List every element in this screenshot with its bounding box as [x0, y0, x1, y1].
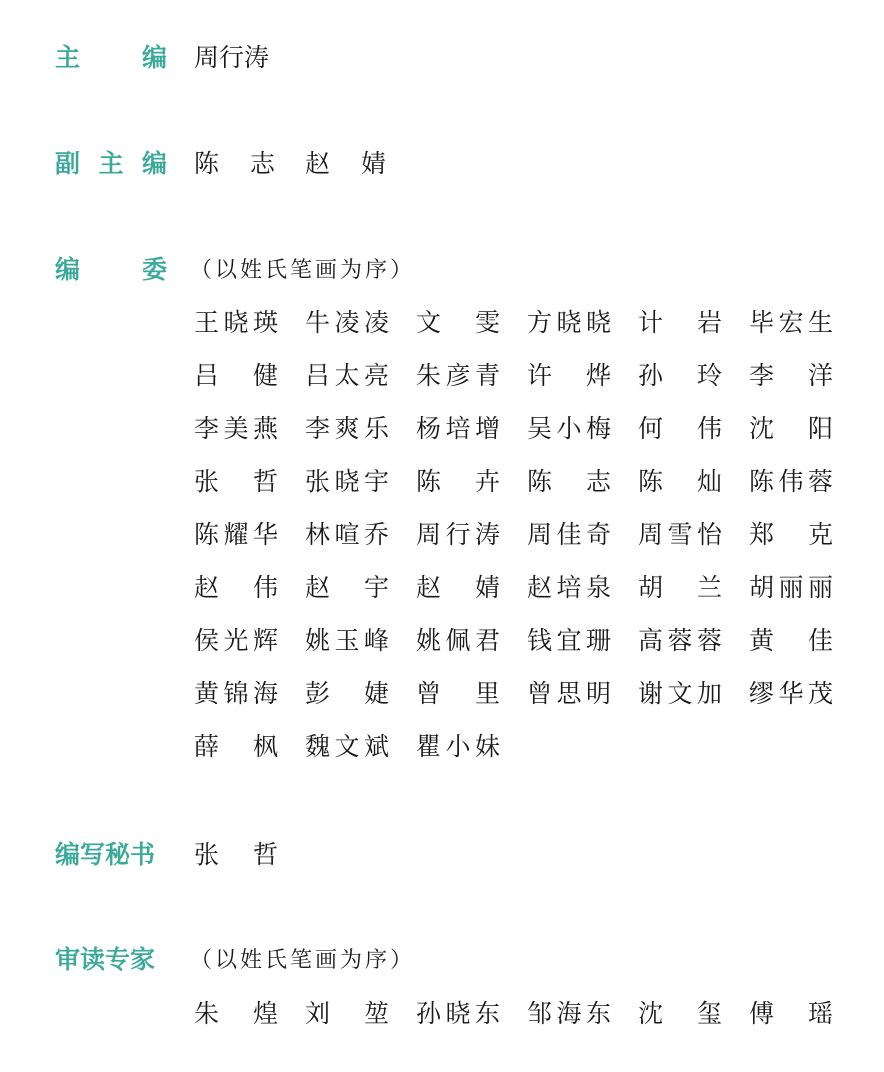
editorial-board-label — [55, 248, 167, 288]
name-char: 晓 — [556, 308, 582, 337]
label-char: 副 — [55, 149, 81, 178]
name-char: 张 — [194, 840, 220, 869]
name-char: 文 — [416, 308, 442, 337]
person-name — [194, 407, 278, 447]
name-char: 张 — [305, 467, 331, 496]
deputy-editor-label — [55, 142, 167, 182]
name-char: 周 — [638, 520, 664, 549]
name-char: 姚 — [305, 626, 331, 655]
name-char: 小 — [445, 732, 471, 761]
name-char: 加 — [696, 679, 722, 708]
name-char: 克 — [807, 520, 833, 549]
name-char: 何 — [638, 414, 664, 443]
name-char: 瑛 — [252, 308, 278, 337]
name-char: 蓉 — [696, 626, 722, 655]
person-name — [305, 513, 389, 553]
person-name — [416, 301, 500, 341]
name-char: 陈 — [194, 520, 220, 549]
person-name — [527, 354, 611, 394]
name-char: 孙 — [416, 999, 442, 1028]
chief-editor-label — [55, 36, 167, 76]
name-char: 东 — [585, 999, 611, 1028]
editorial-board-name-row — [194, 619, 834, 659]
name-char: 玉 — [334, 626, 360, 655]
editorial-board-name-row — [194, 460, 834, 500]
name-char: 怡 — [696, 520, 722, 549]
person-name — [527, 992, 611, 1032]
name-char: 增 — [474, 414, 500, 443]
editorial-board-row — [0, 248, 884, 288]
name-char: 辉 — [252, 626, 278, 655]
label-char: 编 — [141, 43, 167, 72]
person-name — [527, 301, 611, 341]
person-name — [749, 992, 833, 1032]
name-char: 牛 — [305, 308, 331, 337]
person-name — [416, 513, 500, 553]
person-name — [416, 672, 500, 712]
name-char: 周 — [416, 520, 442, 549]
name-char: 华 — [252, 520, 278, 549]
name-char: 佳 — [556, 520, 582, 549]
name-char: 李 — [305, 414, 331, 443]
name-char: 哲 — [252, 467, 278, 496]
name-char: 亮 — [363, 361, 389, 390]
name-char: 岩 — [696, 308, 722, 337]
person-name — [416, 354, 500, 394]
person-name — [749, 301, 833, 341]
person-name — [305, 301, 389, 341]
name-char: 蓉 — [667, 626, 693, 655]
name-char: 晓 — [223, 308, 249, 337]
person-name — [305, 566, 389, 606]
name-char: 陈 — [638, 467, 664, 496]
person-name — [194, 301, 278, 341]
name-char: 培 — [445, 414, 471, 443]
name-char: 张 — [194, 467, 220, 496]
name-char: 魏 — [305, 732, 331, 761]
person-name — [638, 407, 722, 447]
name-char: 凌 — [334, 308, 360, 337]
person-name — [194, 354, 278, 394]
secretary-row-names — [194, 833, 834, 873]
name-char: 里 — [474, 679, 500, 708]
name-char: 邹 — [527, 999, 553, 1028]
name-char: 华 — [778, 679, 804, 708]
name-char: 思 — [556, 679, 582, 708]
deputy-editor-name: 志 — [250, 149, 276, 178]
person-name — [305, 672, 389, 712]
name-char: 文 — [667, 679, 693, 708]
person-name — [749, 619, 833, 659]
name-char: 兰 — [696, 573, 722, 602]
name-char: 雪 — [667, 520, 693, 549]
name-char: 吕 — [194, 361, 220, 390]
person-name — [416, 992, 500, 1032]
editorial-board-name-row — [194, 301, 834, 341]
reviewers-label: 审读专家 — [55, 945, 156, 974]
name-char: 玺 — [696, 999, 722, 1028]
name-char: 陈 — [527, 467, 553, 496]
editorial-board-name-row — [194, 513, 834, 553]
editorial-board-name-row — [194, 566, 834, 606]
person-name — [749, 354, 833, 394]
name-char: 堃 — [363, 999, 389, 1028]
name-char: 刘 — [305, 999, 331, 1028]
name-char: 傅 — [749, 999, 775, 1028]
name-char: 高 — [638, 626, 664, 655]
name-char: 爽 — [334, 414, 360, 443]
label-char: 委 — [141, 255, 167, 284]
name-char: 毕 — [749, 308, 775, 337]
name-char: 烨 — [585, 361, 611, 390]
person-name — [416, 407, 500, 447]
name-char: 灿 — [696, 467, 722, 496]
name-char: 黄 — [194, 679, 220, 708]
name-char: 东 — [474, 999, 500, 1028]
editorial-board-name-row — [194, 354, 834, 394]
name-char: 晓 — [585, 308, 611, 337]
name-char: 生 — [807, 308, 833, 337]
name-char: 海 — [556, 999, 582, 1028]
person-name — [305, 992, 389, 1032]
person-name — [527, 566, 611, 606]
name-char: 陈 — [416, 467, 442, 496]
name-char: 李 — [194, 414, 220, 443]
secretary-name — [194, 833, 278, 873]
name-char: 茂 — [807, 679, 833, 708]
name-char: 奇 — [585, 520, 611, 549]
person-name — [305, 460, 389, 500]
label-char: 主 — [55, 43, 81, 72]
name-char: 光 — [223, 626, 249, 655]
name-char: 胡 — [638, 573, 664, 602]
name-char: 王 — [194, 308, 220, 337]
person-name — [749, 513, 833, 553]
person-name — [194, 513, 278, 553]
name-char: 煌 — [252, 999, 278, 1028]
person-name — [527, 619, 611, 659]
name-char: 宜 — [556, 626, 582, 655]
name-char: 锦 — [223, 679, 249, 708]
editorial-board-name-row — [194, 407, 834, 447]
person-name — [305, 354, 389, 394]
name-char: 赵 — [527, 573, 553, 602]
name-char: 志 — [585, 467, 611, 496]
person-name — [749, 407, 833, 447]
person-name — [527, 672, 611, 712]
name-char: 周 — [527, 520, 553, 549]
name-char: 丽 — [778, 573, 804, 602]
person-name — [638, 301, 722, 341]
person-name — [194, 672, 278, 712]
name-char: 健 — [252, 361, 278, 390]
name-char: 梅 — [585, 414, 611, 443]
name-char: 涛 — [474, 520, 500, 549]
name-char: 许 — [527, 361, 553, 390]
name-char: 宇 — [363, 573, 389, 602]
label-char: 编 — [55, 255, 81, 284]
name-char: 沈 — [638, 999, 664, 1028]
name-char: 燕 — [252, 414, 278, 443]
name-char: 黄 — [749, 626, 775, 655]
name-char: 佩 — [445, 626, 471, 655]
name-char: 伟 — [696, 414, 722, 443]
secretary-label: 编写秘书 — [55, 840, 156, 869]
name-char: 姚 — [416, 626, 442, 655]
editorial-board-name-row — [194, 672, 834, 712]
person-name — [638, 672, 722, 712]
person-name — [638, 513, 722, 553]
name-char: 枫 — [252, 732, 278, 761]
name-char: 妹 — [474, 732, 500, 761]
name-char: 赵 — [416, 573, 442, 602]
name-char: 吴 — [527, 414, 553, 443]
name-char: 曾 — [416, 679, 442, 708]
name-char: 雯 — [474, 308, 500, 337]
name-char: 侯 — [194, 626, 220, 655]
name-char: 青 — [474, 361, 500, 390]
name-char: 计 — [638, 308, 664, 337]
name-char: 孙 — [638, 361, 664, 390]
name-char: 阳 — [807, 414, 833, 443]
person-name — [638, 992, 722, 1032]
name-char: 薛 — [194, 732, 220, 761]
secretary-row — [0, 833, 884, 873]
name-char: 缪 — [749, 679, 775, 708]
deputy-editor-row — [0, 142, 884, 182]
person-name — [749, 672, 833, 712]
deputy-editor-name: 婧 — [361, 149, 387, 178]
person-name — [416, 619, 500, 659]
name-char: 婧 — [474, 573, 500, 602]
name-char: 喧 — [334, 520, 360, 549]
person-name — [527, 460, 611, 500]
person-name — [305, 725, 389, 765]
name-char: 朱 — [194, 999, 220, 1028]
name-char: 瞿 — [416, 732, 442, 761]
person-name — [194, 992, 278, 1032]
person-name — [194, 725, 278, 765]
name-char: 珊 — [585, 626, 611, 655]
person-name — [416, 566, 500, 606]
name-char: 伟 — [252, 573, 278, 602]
name-char: 赵 — [305, 573, 331, 602]
person-name — [305, 407, 389, 447]
person-name — [194, 566, 278, 606]
name-char: 赵 — [194, 573, 220, 602]
name-char: 峰 — [363, 626, 389, 655]
name-char: 美 — [223, 414, 249, 443]
name-char: 斌 — [363, 732, 389, 761]
name-char: 玲 — [696, 361, 722, 390]
name-char: 哲 — [252, 840, 278, 869]
name-char: 晓 — [334, 467, 360, 496]
name-char: 彦 — [445, 361, 471, 390]
person-name — [749, 566, 833, 606]
name-char: 宏 — [778, 308, 804, 337]
chief-editor-name: 周行涛 — [194, 43, 270, 72]
person-name — [527, 407, 611, 447]
reviewers-note: （以姓氏笔画为序） — [190, 947, 416, 973]
name-char: 郑 — [749, 520, 775, 549]
name-char: 行 — [445, 520, 471, 549]
label-char: 编 — [141, 149, 167, 178]
editorial-board-note: （以姓氏笔画为序） — [190, 257, 416, 283]
name-char: 耀 — [223, 520, 249, 549]
name-char: 君 — [474, 626, 500, 655]
person-name — [416, 725, 500, 765]
name-char: 文 — [334, 732, 360, 761]
person-name — [638, 460, 722, 500]
name-char: 林 — [305, 520, 331, 549]
name-char: 乐 — [363, 414, 389, 443]
person-name — [194, 619, 278, 659]
name-char: 钱 — [527, 626, 553, 655]
name-char: 曾 — [527, 679, 553, 708]
name-char: 彭 — [305, 679, 331, 708]
name-char: 丽 — [807, 573, 833, 602]
name-char: 李 — [749, 361, 775, 390]
reviewers-row — [0, 938, 884, 978]
name-char: 朱 — [416, 361, 442, 390]
name-char: 佳 — [807, 626, 833, 655]
name-char: 明 — [585, 679, 611, 708]
reviewers-name-row — [194, 992, 834, 1032]
name-char: 小 — [556, 414, 582, 443]
name-char: 吕 — [305, 361, 331, 390]
person-name — [305, 619, 389, 659]
deputy-editor-name: 陈 — [194, 149, 220, 178]
name-char: 谢 — [638, 679, 664, 708]
editorial-board-name-row — [194, 725, 834, 765]
name-char: 瑶 — [807, 999, 833, 1028]
person-name — [638, 566, 722, 606]
person-name — [638, 619, 722, 659]
name-char: 沈 — [749, 414, 775, 443]
name-char: 泉 — [585, 573, 611, 602]
name-char: 婕 — [363, 679, 389, 708]
deputy-editor-row-names — [194, 142, 834, 182]
name-char: 宇 — [363, 467, 389, 496]
label-char: 主 — [98, 149, 124, 178]
person-name — [416, 460, 500, 500]
person-name — [638, 354, 722, 394]
name-char: 洋 — [807, 361, 833, 390]
name-char: 凌 — [363, 308, 389, 337]
name-char: 晓 — [445, 999, 471, 1028]
person-name — [749, 460, 833, 500]
person-name — [527, 513, 611, 553]
name-char: 方 — [527, 308, 553, 337]
deputy-editor-name: 赵 — [305, 149, 331, 178]
name-char: 陈 — [749, 467, 775, 496]
name-char: 杨 — [416, 414, 442, 443]
name-char: 蓉 — [807, 467, 833, 496]
name-char: 卉 — [474, 467, 500, 496]
name-char: 太 — [334, 361, 360, 390]
name-char: 乔 — [363, 520, 389, 549]
person-name — [194, 460, 278, 500]
name-char: 海 — [252, 679, 278, 708]
chief-editor-row — [0, 36, 884, 76]
name-char: 培 — [556, 573, 582, 602]
name-char: 伟 — [778, 467, 804, 496]
name-char: 胡 — [749, 573, 775, 602]
